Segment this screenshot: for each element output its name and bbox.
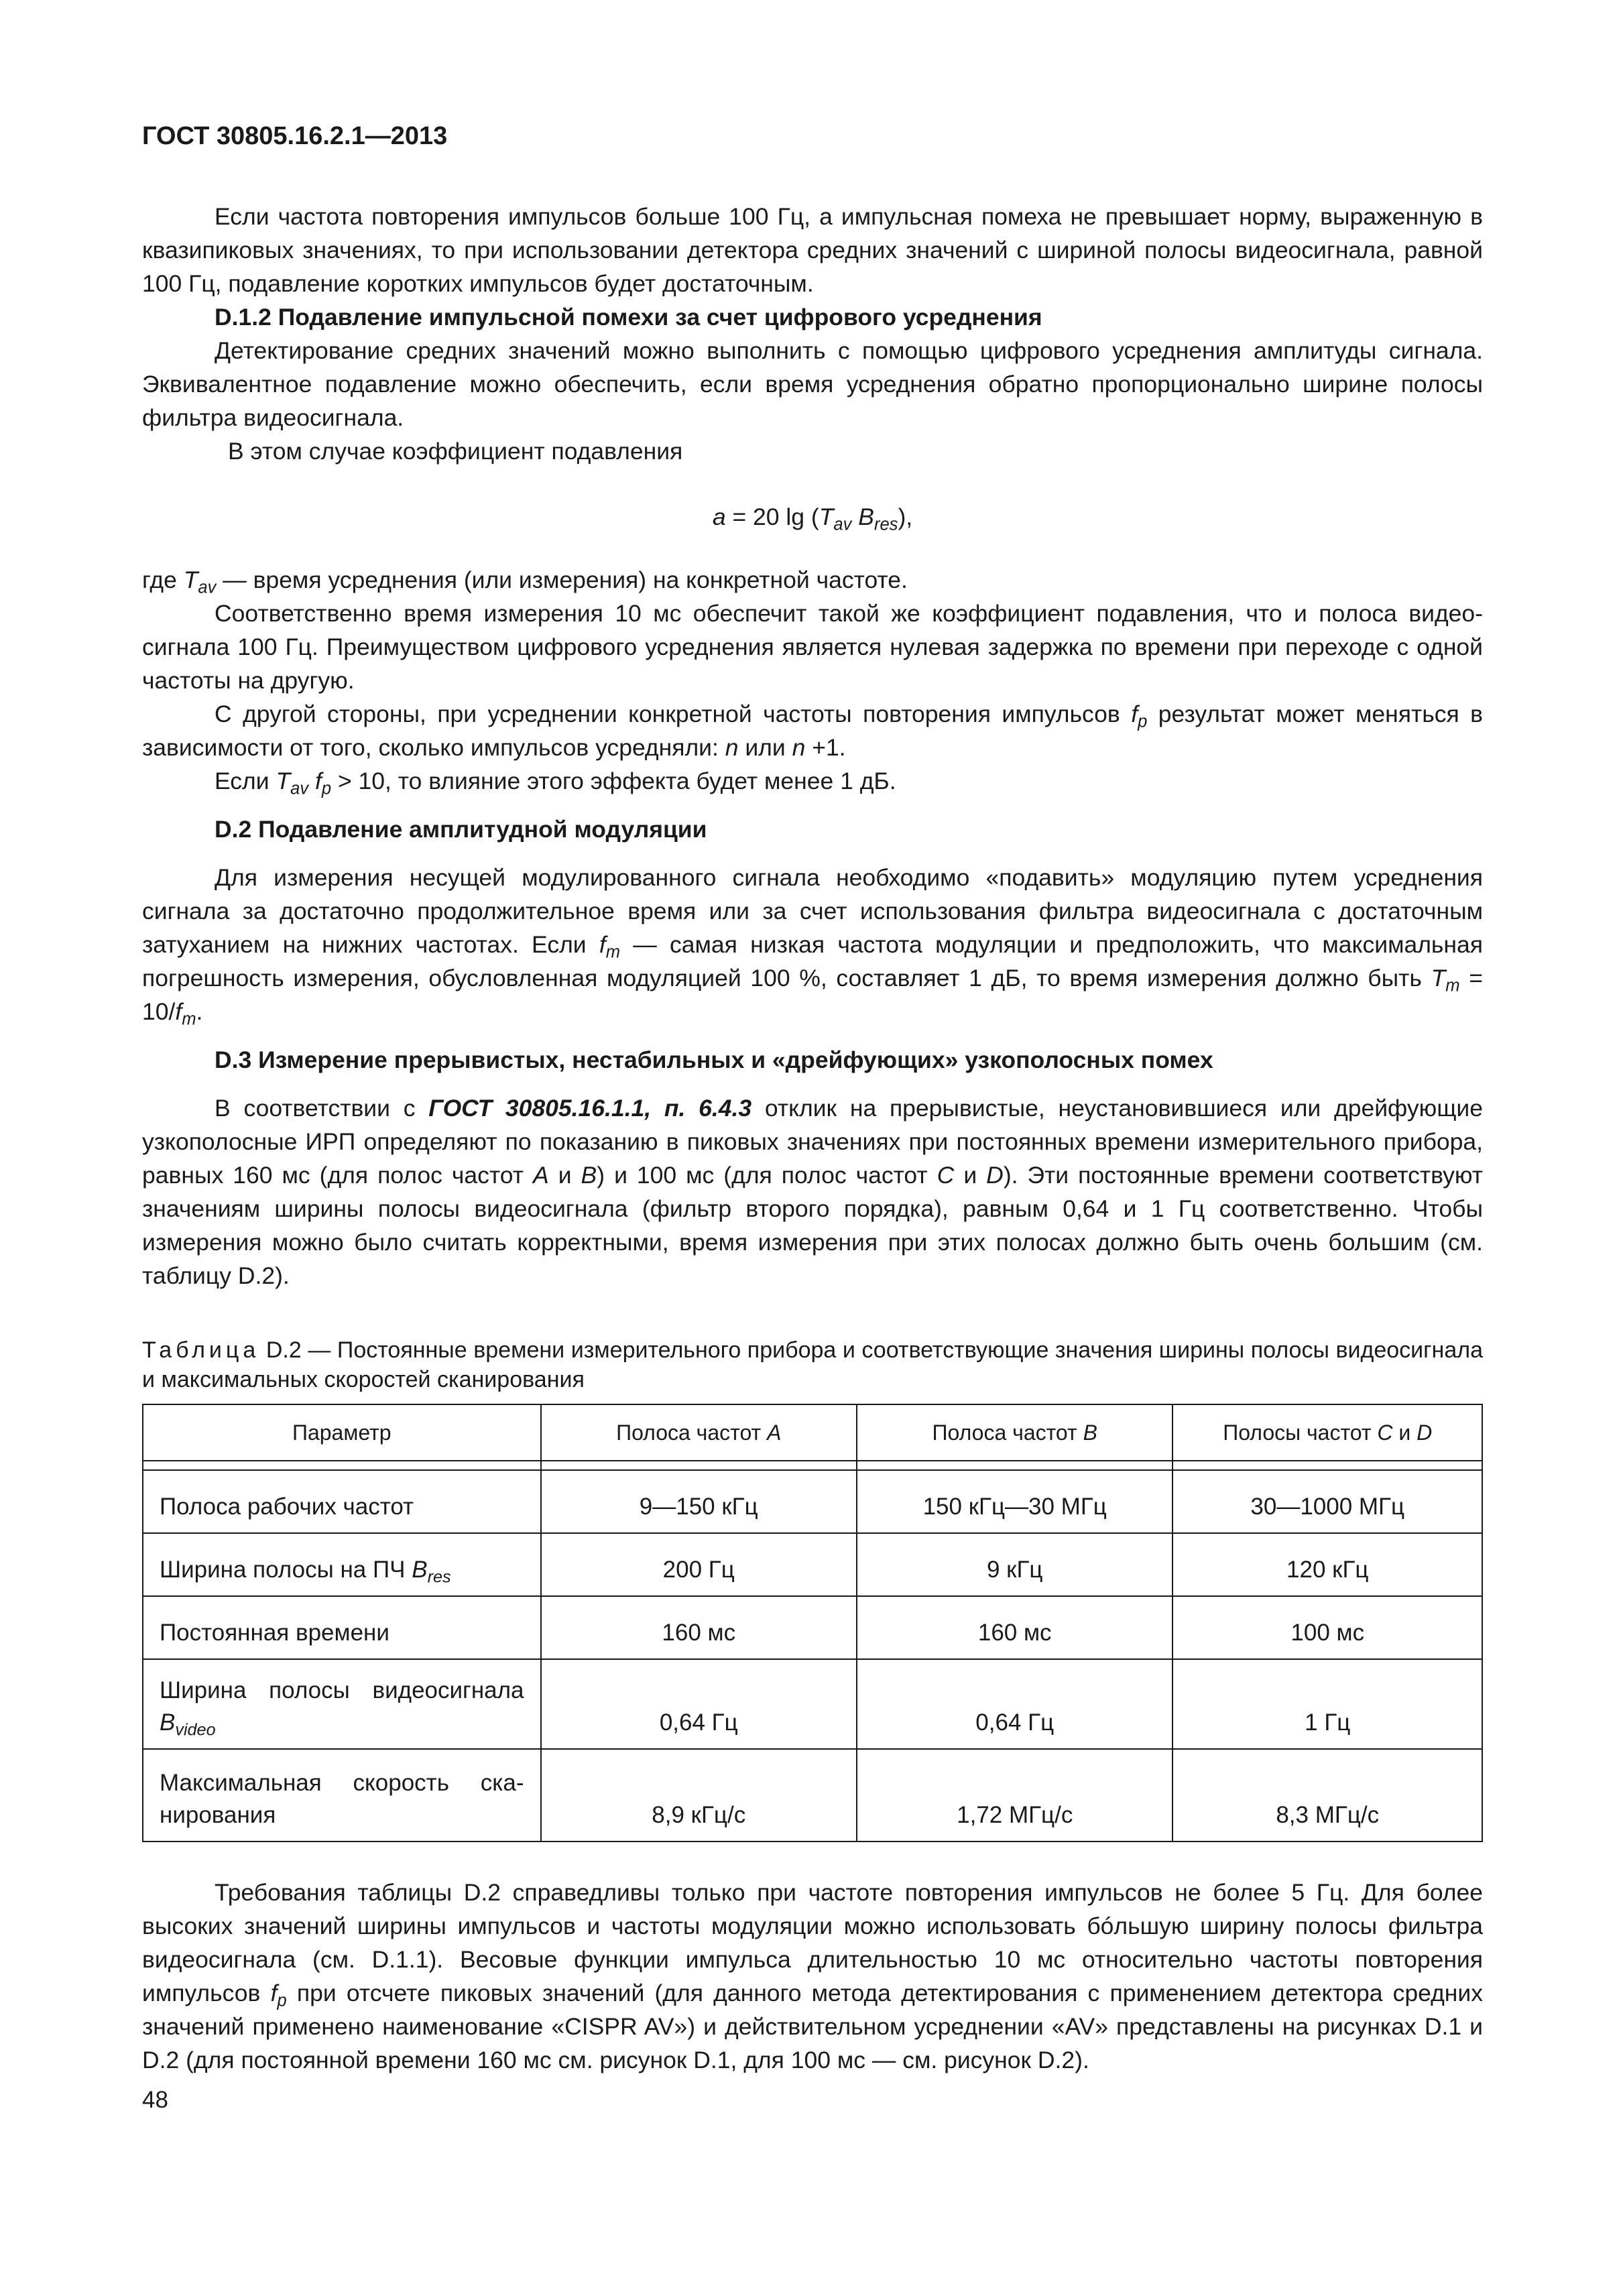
section-heading-d12: D.1.2 Подавление импульсной помехи за счет цифрового усреднения — [215, 304, 1042, 330]
cell-band-b: 160 мс — [857, 1596, 1173, 1659]
paragraph-effect-condition: Если $T_{av}$ $f_p > 10$, то влияние этого эффекта будет менее 1 дБ. — [215, 768, 896, 798]
header-band-a: Полоса частот A — [541, 1404, 857, 1461]
cell-band-a: 160 мс — [541, 1596, 857, 1659]
standard-reference: ГОСТ 30805.16.1.1, п. 6.4.3 — [428, 1095, 752, 1122]
page-content — [142, 200, 1483, 2077]
table-row — [143, 1749, 1482, 1841]
table-header-row — [143, 1404, 1482, 1461]
header-band-b: Полоса частот B — [857, 1404, 1173, 1461]
row-label: Максимальная скорость сканирования — [143, 1749, 541, 1841]
cell-band-cd: 30—1000 МГц — [1173, 1470, 1482, 1533]
table-caption: Таблица D.2 — Постоянные времени измерительного прибора и соответствующие значения ширины полосы видеосигнала и максимальных скоростей сканирования — [142, 1337, 1483, 1392]
page-number: 48 — [142, 2087, 168, 2113]
cell-band-cd: 100 мс — [1173, 1596, 1482, 1659]
paragraph-amplitude-modulation: Для измерения несущей модулированного сигнала необходимо «подавить» модуляцию путем усреднения сигнала за достаточно продолжительное время или за счет использования фильтра видеосигнала с достаточным затуханием на нижних частотах. Если $f_m$ — самая низкая частота модуляции и предположить, что максимальная погрешность измерения, обусловленная модуляцией 100 %, составляет 1 дБ, то время измерения должно быть $T_m = 10/f_m$. — [142, 864, 1483, 1029]
formula-suppression: a = 20 $\lg (T_{av}$ $B_{res}$), — [712, 503, 913, 534]
cell-band-b: 9 кГц — [857, 1533, 1173, 1596]
paragraph-digital-averaging: Детектирование средних значений можно выполнить с помощью цифрового усреднения амплитуды сигнала. Эквивалентное подавление можно обеспечить, если время усреднения обратно пропорционально ширине полосы фильтра видеосигнала. — [142, 337, 1483, 431]
row-label: Полоса рабочих частот — [143, 1470, 541, 1533]
cell-band-a: 9—150 кГц — [541, 1470, 857, 1533]
cell-band-b: 0,64 Гц — [857, 1659, 1173, 1749]
table-row — [143, 1659, 1482, 1749]
table-row — [143, 1470, 1482, 1533]
cell-band-b: 150 кГц—30 МГц — [857, 1470, 1173, 1533]
table-row — [143, 1533, 1482, 1596]
cell-band-a: 8,9 кГц/с — [541, 1749, 857, 1841]
row-label: Ширина полосы видеосигнала $B_{video}$ — [143, 1659, 541, 1749]
header-band-cd: Полосы частот C и D — [1173, 1404, 1482, 1461]
table-label: Таблица — [142, 1337, 260, 1363]
paragraph-other-side: С другой стороны, при усреднении конкретной частоты повторения импульсов $f_p$ результат может меняться в зависимости от того, сколько импульсов усредняли: n или n +1. — [142, 701, 1483, 761]
cell-band-cd: 8,3 МГц/с — [1173, 1749, 1482, 1841]
standard-header: ГОСТ 30805.16.2.1—2013 — [142, 122, 448, 150]
cell-band-cd: 1 Гц — [1173, 1659, 1482, 1749]
cell-band-b: 1,72 МГц/с — [857, 1749, 1173, 1841]
row-label: Ширина полосы на ПЧ $B_{res}$ — [143, 1533, 541, 1596]
row-label: Постоянная времени — [143, 1596, 541, 1659]
paragraph-table-requirements: Требования таблицы D.2 справедливы только при частоте повторения импульсов не более 5 Гц. Для более высоких значений ширины импульсов и частоты модуляции можно использовать бóльшую ширину полосы фильтра видеосигнала (см. D.1.1). Весовые функции импульса длительностью 10 мс относительно частоты повторения импульсов $f_p$ при отсчете пиковых значений (для данного метода детектирования с применением детектора средних значений применено наименование «CISPR AV») и действительном усреднении «AV» представлены на рисунках D.1 и D.2 (для постоянной времени 160 мс см. рисунок D.1, для 100 мс — см. рисунок D.2). — [142, 1879, 1483, 2073]
cell-band-a: 200 Гц — [541, 1533, 857, 1596]
section-heading-d3: D.3 Измерение прерывистых, нестабильных и «дрейфующих» узкополосных помех — [215, 1046, 1213, 1073]
cell-band-cd: 120 кГц — [1173, 1533, 1482, 1596]
cell-band-a: 0,64 Гц — [541, 1659, 857, 1749]
paragraph-impulse-repetition: Если частота повторения импульсов больше 100 Гц, а импульсная помеха не превышает норму, выраженную в квазипиковых значениях, то при использовании детектора средних значений с шириной полосы видеосигнала, равной 100 Гц, подавление коротких импульсов будет достаточным. — [142, 203, 1483, 297]
header-parameter: Параметр — [143, 1404, 541, 1461]
section-heading-d2: D.2 Подавление амплитудной модуляции — [215, 816, 707, 843]
paragraph-suppression-coefficient: В этом случае коэффициент подавления — [228, 438, 683, 465]
paragraph-measurement-time: Соответственно время измерения 10 мс обеспечит такой же коэффициент подавления, что и полоса видеосигнала 100 Гц. Преимуществом цифрового усреднения является нулевая задержка по времени при переходе с одной частоты на другую. — [142, 600, 1483, 694]
paragraph-intermittent-interference: В соответствии с ГОСТ 30805.16.1.1, п. 6.4.3 отклик на прерывистые, неустановившиеся или дрейфующие узкополосные ИРП определяют по показанию в пиковых значениях при постоянных времени измерительного прибора, равных 160 мс (для полос частот A и B) и 100 мс (для полос частот C и D). Эти постоянные времени соответствуют значениям ширины полосы видеосигнала (фильтр второго порядка), равным 0,64 и 1 Гц соответственно. Чтобы измерения можно было считать корректными, время измерения при этих полосах должно быть очень большим (см. таблицу D.2). — [142, 1095, 1484, 1289]
paragraph-where-tav: где $T_{av}$ — время усреднения (или измерения) на конкретной частоте. — [142, 566, 908, 597]
table-separator-row — [143, 1461, 1482, 1470]
table-d2 — [142, 1404, 1483, 1842]
table-row — [143, 1596, 1482, 1659]
